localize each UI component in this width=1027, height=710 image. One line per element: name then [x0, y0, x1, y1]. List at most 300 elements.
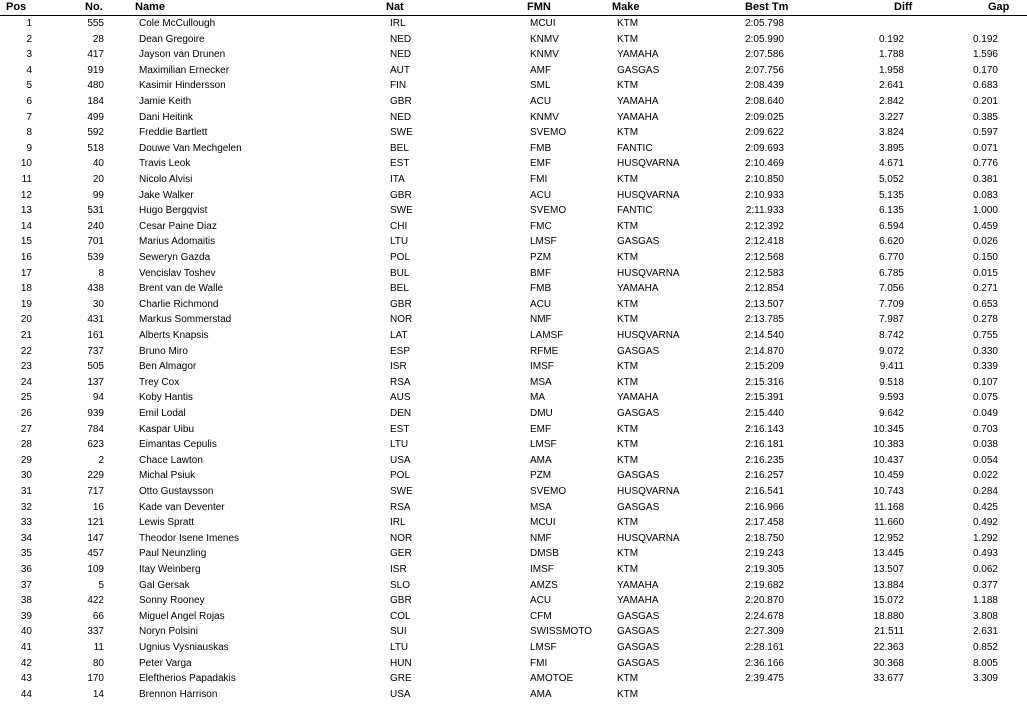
best-time: 2:05.798	[745, 18, 784, 29]
diff-cell: 6.620	[878, 236, 904, 248]
gap-cell: 0.755	[972, 330, 998, 341]
federation-cell: MCUI	[530, 517, 556, 529]
make-cell: KTM	[617, 174, 639, 185]
table-row	[0, 250, 1027, 266]
gap-cell: 0.038	[972, 439, 998, 451]
federation-cell: PZM	[530, 252, 552, 263]
diff-cell: 1.788	[878, 49, 904, 61]
table-row	[0, 609, 1027, 625]
pos-cell: 31	[20, 486, 32, 497]
number-cell: 2	[98, 454, 104, 466]
federation-cell: NMF	[530, 532, 552, 544]
header-nat: Nat	[386, 1, 404, 13]
nation-cell: ISR	[390, 361, 407, 373]
diff-cell: 15.072	[873, 595, 904, 607]
nation-cell: LTU	[390, 439, 409, 451]
rider-name: Michal Psiuk	[139, 470, 196, 482]
gap-cell: 1.188	[972, 595, 998, 607]
federation-cell: MSA	[530, 376, 552, 388]
pos-cell: 24	[20, 376, 32, 388]
number-cell: 94	[92, 392, 104, 404]
table-row	[0, 63, 1027, 79]
table-row	[0, 281, 1027, 297]
gap-cell: 0.071	[972, 142, 998, 154]
federation-cell: PZM	[530, 470, 552, 482]
number-cell: 66	[92, 610, 104, 622]
number-cell: 121	[87, 517, 104, 529]
rider-name: Cole McCullough	[139, 18, 216, 29]
rider-name: Seweryn Gazda	[139, 252, 211, 263]
federation-cell: FMB	[530, 283, 552, 295]
pos-cell: 9	[26, 142, 32, 154]
rider-name: Cesar Paine Diaz	[139, 220, 217, 232]
best-time: 2:12.583	[745, 267, 784, 279]
diff-cell: 10.383	[873, 439, 904, 451]
nation-cell: POL	[390, 252, 411, 263]
diff-cell: 11.168	[874, 501, 904, 513]
diff-cell: 30.368	[873, 657, 904, 669]
number-cell: 438	[87, 283, 104, 295]
nation-cell: POL	[390, 470, 411, 482]
diff-cell: 7.709	[878, 298, 904, 310]
rider-name: Kasimir Hindersson	[139, 80, 226, 92]
table-row	[0, 344, 1027, 360]
table-row	[0, 219, 1027, 235]
federation-cell: MSA	[530, 501, 552, 513]
table-row	[0, 593, 1027, 609]
gap-cell: 0.385	[972, 111, 998, 123]
gap-cell: 0.192	[972, 33, 998, 45]
nation-cell: GBR	[390, 595, 412, 607]
make-cell: KTM	[617, 361, 639, 373]
make-cell: HUSQVARNA	[617, 158, 680, 170]
nation-cell: CHI	[390, 220, 408, 232]
number-cell: 505	[87, 361, 104, 373]
nation-cell: GBR	[390, 298, 412, 310]
federation-cell: CFM	[530, 610, 552, 622]
gap-cell: 0.271	[972, 283, 998, 295]
rider-name: Chace Lawton	[139, 454, 203, 466]
diff-cell: 10.437	[873, 454, 904, 466]
number-cell: 8	[98, 267, 104, 279]
diff-cell: 9.593	[878, 392, 904, 404]
rider-name: Hugo Bergqvist	[139, 205, 208, 217]
nation-cell: IRL	[390, 517, 406, 529]
nation-cell: SLO	[390, 579, 411, 591]
nation-cell: GBR	[390, 189, 412, 201]
table-row	[0, 359, 1027, 375]
pos-cell: 19	[20, 298, 32, 310]
header-best: Best Tm	[745, 1, 789, 13]
rider-name: Koby Hantis	[139, 392, 193, 404]
nation-cell: RSA	[390, 501, 411, 513]
rider-name: Jamie Keith	[139, 96, 192, 107]
number-cell: 99	[92, 189, 104, 201]
best-time: 2:05.990	[745, 33, 784, 45]
table-row	[0, 546, 1027, 562]
best-time: 2:18.750	[745, 532, 784, 544]
federation-cell: SML	[530, 80, 551, 92]
diff-cell: 9.411	[879, 361, 904, 373]
table-row	[0, 297, 1027, 313]
gap-cell: 0.015	[972, 267, 998, 279]
number-cell: 5	[98, 579, 104, 591]
number-cell: 623	[87, 439, 104, 451]
rider-name: Ugnius Vysniauskas	[139, 642, 229, 653]
pos-cell: 23	[20, 361, 32, 373]
make-cell: GASGAS	[617, 626, 660, 638]
gap-cell: 0.459	[972, 220, 998, 232]
diff-cell: 9.072	[878, 345, 904, 357]
pos-cell: 35	[20, 548, 32, 560]
number-cell: 240	[87, 220, 104, 232]
table-row	[0, 312, 1027, 328]
pos-cell: 42	[20, 657, 32, 669]
table-row	[0, 437, 1027, 453]
best-time: 2:13.785	[745, 314, 784, 326]
make-cell: HUSQVARNA	[617, 267, 680, 279]
nation-cell: LAT	[390, 330, 408, 341]
rider-name: Paul Neunzling	[139, 548, 207, 560]
number-cell: 137	[87, 376, 104, 388]
number-cell: 457	[87, 548, 104, 560]
diff-cell: 13.445	[873, 548, 904, 560]
best-time: 2:10.469	[745, 158, 784, 170]
gap-cell: 0.054	[972, 454, 998, 466]
best-time: 2:12.854	[745, 283, 784, 295]
make-cell: KTM	[617, 18, 639, 29]
nation-cell: AUT	[390, 64, 410, 76]
header-no: No.	[85, 1, 103, 13]
rider-name: Ben Almagor	[139, 361, 197, 373]
diff-cell: 12.952	[873, 532, 904, 544]
make-cell: KTM	[617, 127, 639, 139]
rider-name: Itay Weinberg	[139, 564, 201, 575]
federation-cell: SVEMO	[530, 486, 567, 497]
rider-name: Vencislav Toshev	[139, 267, 216, 279]
pos-cell: 22	[20, 345, 32, 357]
federation-cell: FMC	[530, 220, 552, 232]
best-time: 2:16.235	[745, 454, 784, 466]
federation-cell: KNMV	[530, 49, 559, 61]
number-cell: 184	[87, 96, 104, 107]
rider-name: Nicolo Alvisi	[139, 174, 193, 185]
pos-cell: 1	[26, 18, 32, 29]
rider-name: Alberts Knapsis	[139, 330, 209, 341]
make-cell: YAMAHA	[617, 49, 659, 61]
pos-cell: 30	[20, 470, 32, 482]
pos-cell: 4	[26, 64, 32, 76]
federation-cell: KNMV	[530, 33, 559, 45]
pos-cell: 37	[20, 579, 32, 591]
gap-cell: 0.597	[972, 127, 998, 139]
table-row	[0, 172, 1027, 188]
best-time: 2:08.640	[745, 96, 784, 107]
table-row	[0, 624, 1027, 640]
rider-name: Gal Gersak	[139, 579, 190, 591]
nation-cell: GBR	[390, 96, 412, 107]
nation-cell: NOR	[390, 314, 413, 326]
number-cell: 229	[87, 470, 104, 482]
rider-name: Noryn Polsini	[139, 626, 198, 638]
federation-cell: KNMV	[530, 111, 559, 123]
federation-cell: FMB	[530, 142, 552, 154]
make-cell: GASGAS	[617, 470, 660, 482]
diff-cell: 6.594	[878, 220, 904, 232]
number-cell: 337	[87, 626, 104, 638]
diff-cell: 0.192	[878, 33, 904, 45]
make-cell: KTM	[617, 564, 639, 575]
table-row	[0, 328, 1027, 344]
diff-cell: 8.742	[878, 330, 904, 341]
best-time: 2:19.305	[745, 564, 784, 575]
diff-cell: 10.345	[873, 423, 904, 435]
best-time: 2:24.678	[745, 610, 784, 622]
make-cell: KTM	[617, 454, 639, 466]
best-time: 2:20.870	[745, 595, 784, 607]
diff-cell: 3.895	[878, 142, 904, 154]
best-time: 2:19.682	[745, 579, 784, 591]
make-cell: HUSQVARNA	[617, 486, 680, 497]
nation-cell: AUS	[390, 392, 411, 404]
pos-cell: 15	[20, 236, 32, 248]
federation-cell: SVEMO	[530, 205, 567, 217]
gap-cell: 0.284	[972, 486, 998, 497]
gap-cell: 3.808	[972, 610, 998, 622]
federation-cell: DMSB	[530, 548, 559, 560]
gap-cell: 0.150	[972, 252, 998, 263]
number-cell: 40	[92, 158, 104, 170]
table-row	[0, 32, 1027, 48]
make-cell: YAMAHA	[617, 579, 659, 591]
table-row	[0, 484, 1027, 500]
table-row	[0, 656, 1027, 672]
nation-cell: USA	[390, 688, 411, 700]
pos-cell: 10	[20, 158, 32, 170]
federation-cell: LMSF	[530, 642, 557, 653]
nation-cell: EST	[390, 423, 410, 435]
nation-cell: SWE	[390, 205, 413, 217]
table-row	[0, 234, 1027, 250]
number-cell: 539	[87, 252, 104, 263]
pos-cell: 43	[20, 673, 32, 685]
federation-cell: AMF	[530, 64, 552, 76]
federation-cell: ACU	[530, 298, 552, 310]
table-row	[0, 188, 1027, 204]
make-cell: YAMAHA	[617, 595, 659, 607]
best-time: 2:07.586	[745, 49, 784, 61]
make-cell: GASGAS	[617, 501, 660, 513]
best-time: 2:10.933	[745, 189, 784, 201]
diff-cell: 7.987	[878, 314, 904, 326]
federation-cell: FMI	[530, 657, 548, 669]
rider-name: Kaspar Uibu	[139, 423, 195, 435]
best-time: 2:08.439	[745, 80, 784, 92]
number-cell: 480	[87, 80, 104, 92]
nation-cell: NOR	[390, 532, 413, 544]
header-name: Name	[135, 1, 165, 13]
make-cell: FANTIC	[617, 205, 653, 217]
rider-name: Lewis Spratt	[139, 517, 195, 529]
diff-cell: 7.056	[878, 283, 904, 295]
gap-cell: 0.170	[972, 64, 998, 76]
number-cell: 737	[87, 345, 104, 357]
number-cell: 701	[87, 236, 104, 248]
pos-cell: 21	[20, 330, 32, 341]
make-cell: KTM	[617, 314, 639, 326]
gap-cell: 0.330	[972, 345, 998, 357]
make-cell: KTM	[617, 220, 639, 232]
table-row	[0, 515, 1027, 531]
federation-cell: DMU	[530, 408, 553, 419]
nation-cell: ISR	[390, 564, 407, 575]
pos-cell: 14	[20, 220, 32, 232]
diff-cell: 13.507	[873, 564, 904, 575]
best-time: 2:17.458	[745, 517, 784, 529]
gap-cell: 0.026	[972, 236, 998, 248]
diff-cell: 10.743	[873, 486, 904, 497]
number-cell: 11	[93, 642, 104, 653]
number-cell: 422	[87, 595, 104, 607]
rider-name: Eleftherios Papadakis	[139, 673, 236, 685]
nation-cell: NED	[390, 49, 412, 61]
make-cell: FANTIC	[617, 142, 653, 154]
table-row	[0, 500, 1027, 516]
make-cell: KTM	[617, 252, 639, 263]
diff-cell: 6.770	[878, 252, 904, 263]
pos-cell: 40	[20, 626, 32, 638]
federation-cell: LMSF	[530, 236, 557, 248]
make-cell: KTM	[617, 439, 639, 451]
best-time: 2:10.850	[745, 174, 784, 185]
make-cell: YAMAHA	[617, 392, 659, 404]
gap-cell: 0.381	[972, 174, 998, 185]
table-row	[0, 110, 1027, 126]
nation-cell: HUN	[390, 657, 412, 669]
pos-cell: 12	[20, 189, 32, 201]
diff-cell: 5.135	[878, 189, 904, 201]
nation-cell: LTU	[390, 236, 409, 248]
best-time: 2:19.243	[745, 548, 784, 560]
table-row	[0, 562, 1027, 578]
gap-cell: 0.107	[972, 376, 998, 388]
table-row	[0, 468, 1027, 484]
best-time: 2:27.309	[745, 626, 784, 638]
pos-cell: 36	[20, 564, 32, 575]
rider-name: Sonny Rooney	[139, 595, 205, 607]
number-cell: 170	[87, 673, 104, 685]
number-cell: 80	[92, 657, 104, 669]
rider-name: Travis Leok	[139, 158, 191, 170]
federation-cell: SWISSMOTO	[530, 626, 593, 638]
gap-cell: 0.062	[972, 564, 998, 575]
header-gap: Gap	[988, 1, 1010, 13]
best-time: 2:16.143	[745, 423, 784, 435]
make-cell: KTM	[617, 33, 639, 45]
table-row	[0, 47, 1027, 63]
diff-cell: 9.642	[878, 408, 904, 419]
table-row	[0, 16, 1027, 32]
make-cell: HUSQVARNA	[617, 189, 680, 201]
table-row	[0, 687, 1027, 703]
rider-name: Emil Lodal	[139, 408, 186, 419]
gap-cell: 0.703	[972, 423, 998, 435]
gap-cell: 3.309	[972, 673, 998, 685]
diff-cell: 18.880	[873, 610, 904, 622]
gap-cell: 0.083	[972, 189, 998, 201]
header-pos: Pos	[6, 1, 27, 13]
rider-name: Freddie Bartlett	[139, 127, 208, 139]
diff-cell: 6.785	[878, 267, 904, 279]
diff-cell: 13.884	[873, 579, 904, 591]
number-cell: 531	[87, 205, 104, 217]
number-cell: 109	[87, 564, 104, 575]
pos-cell: 3	[26, 49, 32, 61]
table-row	[0, 141, 1027, 157]
make-cell: GASGAS	[617, 345, 660, 357]
table-row	[0, 266, 1027, 282]
best-time: 2:15.209	[745, 361, 784, 373]
best-time: 2:15.316	[745, 376, 784, 388]
nation-cell: USA	[390, 454, 411, 466]
table-row	[0, 94, 1027, 110]
make-cell: GASGAS	[617, 408, 660, 419]
diff-cell: 9.518	[878, 376, 904, 388]
rider-name: Douwe Van Mechgelen	[139, 142, 242, 154]
gap-cell: 0.049	[972, 408, 998, 419]
make-cell: KTM	[617, 688, 639, 700]
table-row	[0, 375, 1027, 391]
best-time: 2:36.166	[745, 657, 784, 669]
nation-cell: NED	[390, 111, 412, 123]
make-cell: GASGAS	[617, 64, 660, 76]
gap-cell: 1.596	[972, 49, 998, 61]
pos-cell: 16	[20, 252, 32, 263]
pos-cell: 38	[20, 595, 32, 607]
table-row	[0, 203, 1027, 219]
federation-cell: RFME	[530, 345, 559, 357]
rider-name: Marius Adomaitis	[139, 236, 216, 248]
best-time: 2:39.475	[745, 673, 784, 685]
nation-cell: ITA	[390, 174, 405, 185]
federation-cell: ACU	[530, 595, 552, 607]
gap-cell: 8.005	[972, 657, 998, 669]
header-fmn: FMN	[527, 1, 551, 13]
number-cell: 592	[87, 127, 104, 139]
gap-cell: 0.492	[972, 517, 998, 529]
number-cell: 919	[87, 64, 104, 76]
federation-cell: SVEMO	[530, 127, 567, 139]
rider-name: Markus Sommerstad	[139, 314, 232, 326]
rider-name: Dean Gregoire	[139, 33, 205, 45]
make-cell: YAMAHA	[617, 96, 659, 107]
best-time: 2:16.966	[745, 501, 784, 513]
table-row	[0, 640, 1027, 656]
number-cell: 14	[92, 688, 104, 700]
pos-cell: 18	[20, 283, 32, 295]
nation-cell: BEL	[390, 142, 409, 154]
pos-cell: 20	[20, 314, 32, 326]
pos-cell: 33	[20, 517, 32, 529]
nation-cell: SUI	[390, 626, 407, 638]
number-cell: 499	[87, 111, 104, 123]
make-cell: KTM	[617, 673, 639, 685]
best-time: 2:11.933	[745, 205, 784, 217]
pos-cell: 41	[20, 642, 32, 653]
table-row	[0, 406, 1027, 422]
federation-cell: AMZS	[530, 579, 558, 591]
nation-cell: FIN	[390, 80, 407, 92]
